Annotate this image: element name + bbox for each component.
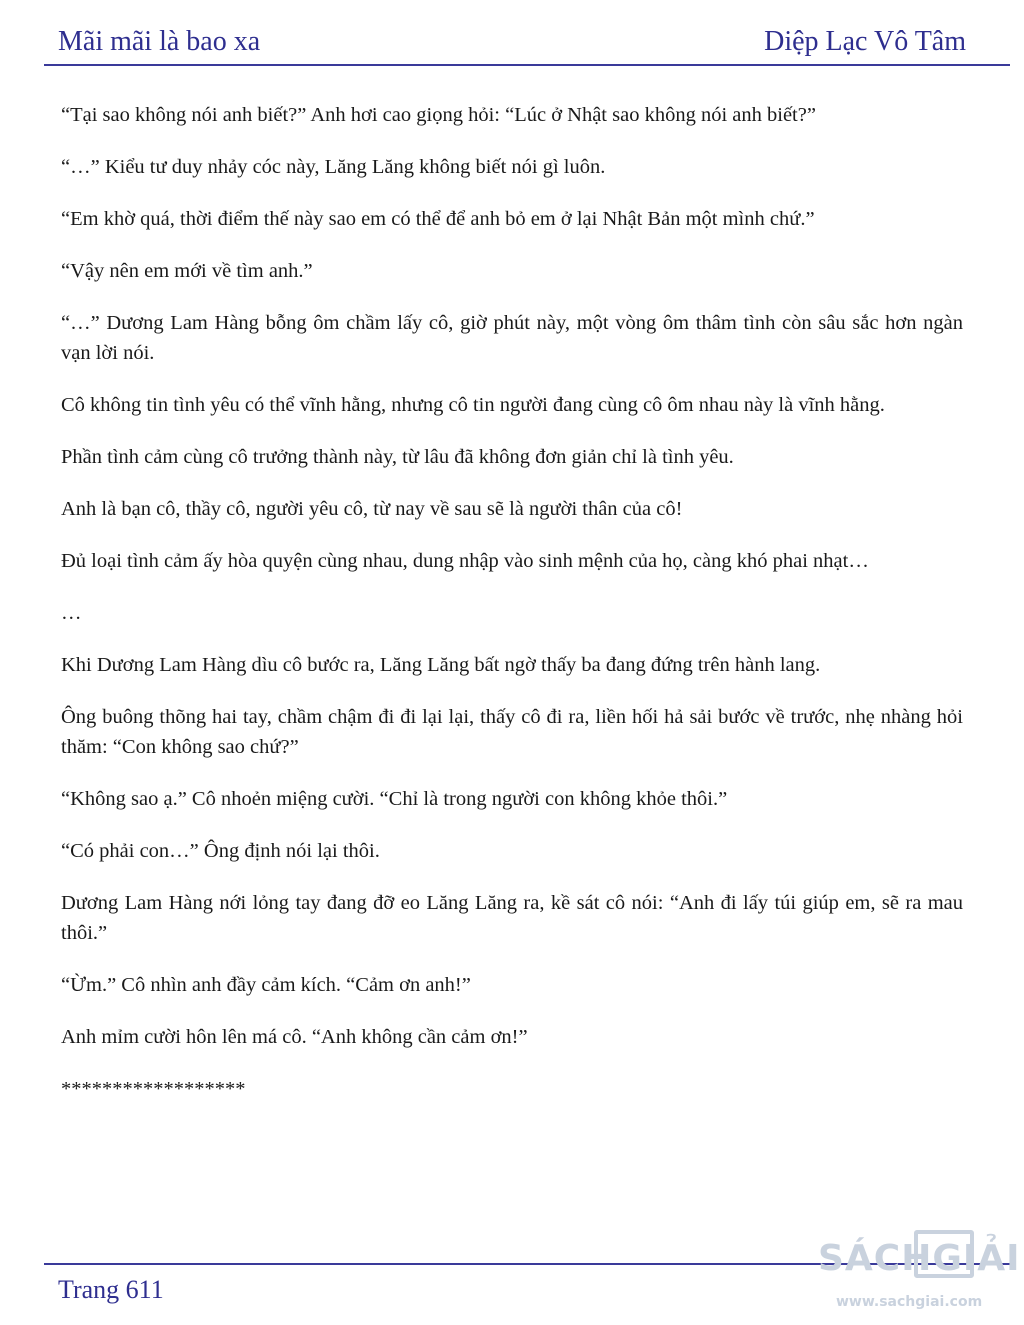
paragraph: “Ừm.” Cô nhìn anh đầy cảm kích. “Cảm ơn anh!” xyxy=(61,974,471,996)
page-body xyxy=(61,100,963,1126)
book-title: Mãi mãi là bao xa xyxy=(58,26,261,57)
paragraph: “Vậy nên em mới về tìm anh.” xyxy=(61,260,313,282)
paragraph: “…” Dương Lam Hàng bỗng ôm chầm lấy cô, giờ phút này, một vòng ôm thâm tình còn sâu sắc hơn ngàn vạn lời nói. xyxy=(61,312,963,364)
paragraph: Anh mỉm cười hôn lên má cô. “Anh không cần cảm ơn!” xyxy=(61,1026,528,1048)
paragraph: Khi Dương Lam Hàng dìu cô bước ra, Lăng Lăng bất ngờ thấy ba đang đứng trên hành lang. xyxy=(61,654,821,676)
paragraph: … xyxy=(61,602,82,624)
author-name: Diệp Lạc Vô Tâm xyxy=(764,26,966,57)
paragraph: Ông buông thõng hai tay, chầm chậm đi đi lại lại, thấy cô đi ra, liền hối hả sải bước về trước, nhẹ nhàng hỏi thăm: “Con không sao chứ?” xyxy=(61,706,963,758)
section-separator: ****************** xyxy=(61,1078,246,1100)
page-header xyxy=(0,0,1024,68)
paragraph: “Em khờ quá, thời điểm thế này sao em có thể để anh bỏ em ở lại Nhật Bản một mình chứ.” xyxy=(61,208,815,230)
paragraph: “Không sao ạ.” Cô nhoẻn miệng cười. “Chỉ là trong người con không khỏe thôi.” xyxy=(61,788,728,810)
watermark xyxy=(814,1222,1024,1322)
paragraph: Dương Lam Hàng nới lỏng tay đang đỡ eo Lăng Lăng ra, kề sát cô nói: “Anh đi lấy túi giúp em, sẽ ra mau thôi.” xyxy=(61,892,963,944)
paragraph: Đủ loại tình cảm ấy hòa quyện cùng nhau, dung nhập vào sinh mệnh của họ, càng khó phai nhạt… xyxy=(61,550,869,572)
header-divider xyxy=(44,64,1010,66)
paragraph: “Tại sao không nói anh biết?” Anh hơi cao giọng hỏi: “Lúc ở Nhật sao không nói anh biết?” xyxy=(61,104,816,126)
paragraph: “Có phải con…” Ông định nói lại thôi. xyxy=(61,840,380,862)
watermark-url: www.sachgiai.com xyxy=(836,1294,983,1310)
watermark-logo: SÁCHGIẢI xyxy=(818,1238,1021,1279)
paragraph: “…” Kiểu tư duy nhảy cóc này, Lăng Lăng không biết nói gì luôn. xyxy=(61,156,606,178)
paragraph: Anh là bạn cô, thầy cô, người yêu cô, từ nay về sau sẽ là người thân của cô! xyxy=(61,498,683,520)
paragraph: Cô không tin tình yêu có thể vĩnh hằng, nhưng cô tin người đang cùng cô ôm nhau này là vĩnh hằng. xyxy=(61,394,885,416)
paragraph: Phần tình cảm cùng cô trưởng thành này, từ lâu đã không đơn giản chỉ là tình yêu. xyxy=(61,446,734,468)
page-number: Trang 611 xyxy=(58,1275,164,1304)
